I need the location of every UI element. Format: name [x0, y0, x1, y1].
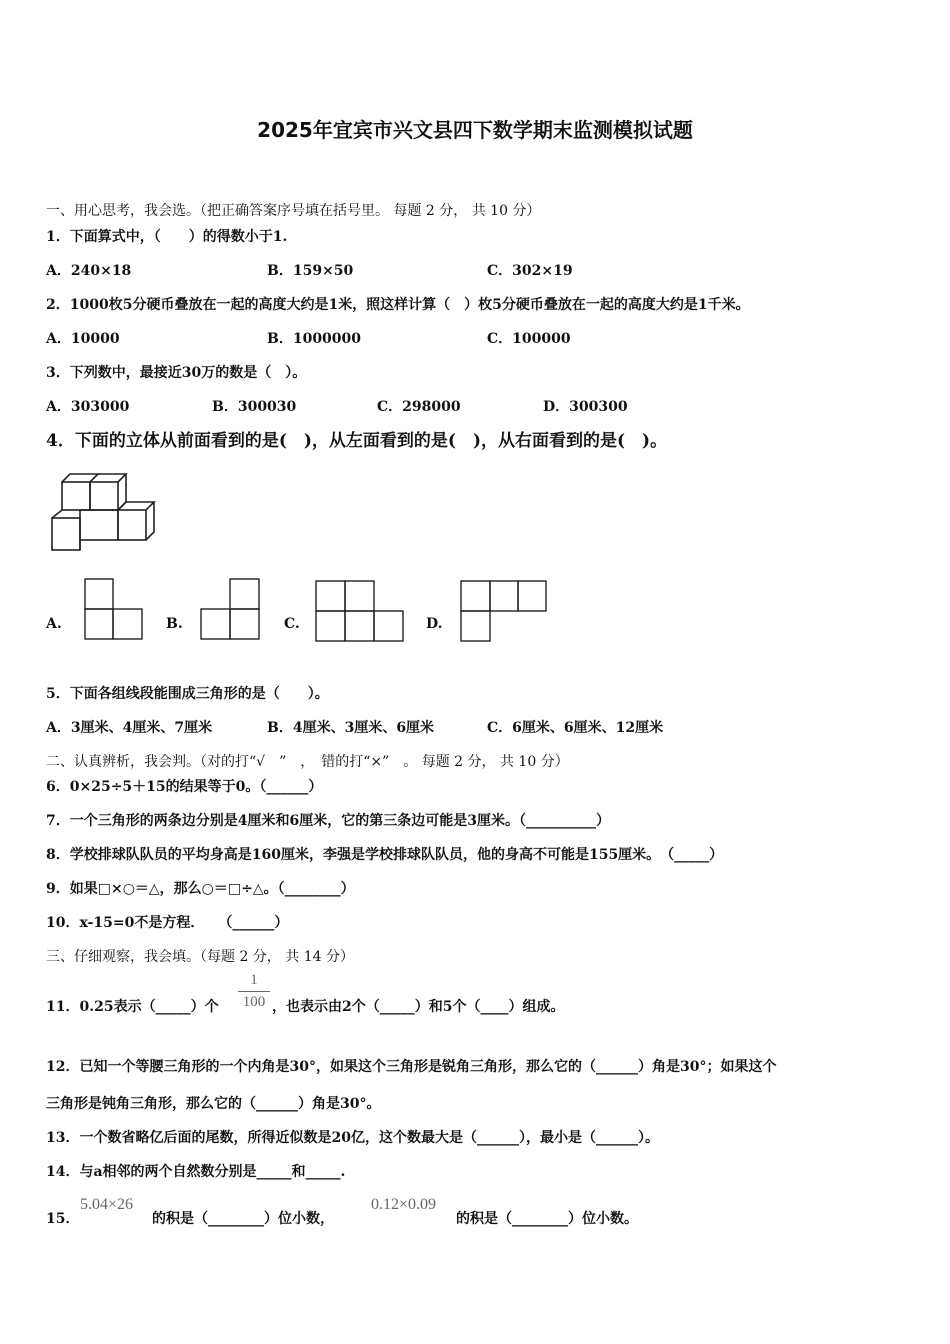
q2-stem: 2．1000枚5分硬币叠放在一起的高度大约是1米，照这样计算（ ）枚5分硬币叠放在一起的高度大约是1千米。 [46, 297, 750, 313]
q11-post: ，也表示由2个（_____）和5个（____）组成。 [272, 999, 565, 1015]
q8: 8．学校排球队队员的平均身高是160厘米，李强是学校排球队队员，他的身高不可能是155厘米。 （_____） [46, 847, 724, 863]
q15-middle: 的积是（________）位小数， [152, 1211, 334, 1227]
q6: 6．0×25÷5＋15的结果等于0。（______） [46, 779, 323, 795]
cube-solid-figure [48, 470, 160, 556]
q1-stem: 1．下面算式中，（ ）的得数小于1. [46, 229, 288, 245]
q11-fraction [238, 972, 270, 1011]
q15-post: 的积是（________）位小数。 [456, 1211, 638, 1227]
q14: 14．与a相邻的两个自然数分别是_____和_____. [46, 1164, 346, 1180]
section-2-heading: 二、认真辨析，我会判。（对的打“√ ” ， 错的打“×” 。 每题 2 分， 共 10 分） [46, 754, 569, 770]
q11-fraction-denominator: 100 [242, 994, 266, 1010]
q10: 10．x-15=0不是方程． （______） [46, 915, 289, 931]
section-3-heading: 三、仔细观察，我会填。（每题 2 分， 共 14 分） [46, 949, 354, 965]
q15-number: 15． [46, 1211, 80, 1227]
q2-option-c[interactable]: C．100000 [487, 331, 571, 347]
q7: 7．一个三角形的两条边分别是4厘米和6厘米，它的第三条边可能是3厘米。（__________） [46, 813, 610, 829]
q4-stem: 4．下面的立体从前面看到的是( )，从左面看到的是( )，从右面看到的是( )。 [46, 431, 668, 451]
q1-option-b[interactable]: B．159×50 [267, 263, 354, 279]
page-title: 2025年宜宾市兴文县四下数学期末监测模拟试题 [257, 118, 693, 142]
q15-expression-1: 5.04×26 [80, 1196, 134, 1213]
q9: 9．如果□×○＝△，那么○＝□÷△。（________） [46, 881, 355, 897]
q4-option-b-figure [200, 578, 262, 640]
q5-option-c[interactable]: C．6厘米、6厘米、12厘米 [487, 720, 664, 736]
q4-option-a[interactable]: A. [46, 616, 62, 632]
q3-option-c[interactable]: C．298000 [377, 399, 461, 415]
q13: 13．一个数省略亿后面的尾数，所得近似数是20亿，这个数最大是（______），最小是（______）。 [46, 1130, 659, 1146]
q4-option-c[interactable]: C. [284, 616, 300, 632]
q12-line2: 三角形是钝角三角形，那么它的（______）角是30°。 [46, 1096, 381, 1112]
q15-expression-2: 0.12×0.09 [371, 1196, 437, 1213]
q5-option-b[interactable]: B．4厘米、3厘米、6厘米 [267, 720, 435, 736]
q3-option-b[interactable]: B．300030 [212, 399, 297, 415]
q2-option-a[interactable]: A．10000 [46, 331, 120, 347]
q11-pre: 11．0.25表示（_____）个 [46, 999, 219, 1015]
q3-stem: 3．下列数中，最接近30万的数是（ ）。 [46, 365, 307, 381]
section-1-heading: 一、用心思考，我会选。（把正确答案序号填在括号里。 每题 2 分， 共 10 分） [46, 203, 541, 219]
q4-option-a-figure [84, 578, 144, 640]
q4-option-c-figure [315, 580, 405, 642]
q12-line1: 12．已知一个等腰三角形的一个内角是30°，如果这个三角形是锐角三角形，那么它的（______）角是30°；如果这个 [46, 1059, 777, 1075]
q4-option-d-figure [460, 580, 550, 642]
q11-fraction-numerator: 1 [250, 972, 258, 988]
q1-option-c[interactable]: C．302×19 [487, 263, 573, 279]
q1-option-a[interactable]: A．240×18 [46, 263, 132, 279]
q5-stem: 5．下面各组线段能围成三角形的是（ ）。 [46, 686, 329, 702]
q4-option-b[interactable]: B. [166, 616, 183, 632]
q4-option-d[interactable]: D. [426, 616, 443, 632]
q5-option-a[interactable]: A．3厘米、4厘米、7厘米 [46, 720, 213, 736]
q3-option-a[interactable]: A．303000 [46, 399, 130, 415]
q3-option-d[interactable]: D．300300 [543, 399, 628, 415]
q2-option-b[interactable]: B．1000000 [267, 331, 362, 347]
